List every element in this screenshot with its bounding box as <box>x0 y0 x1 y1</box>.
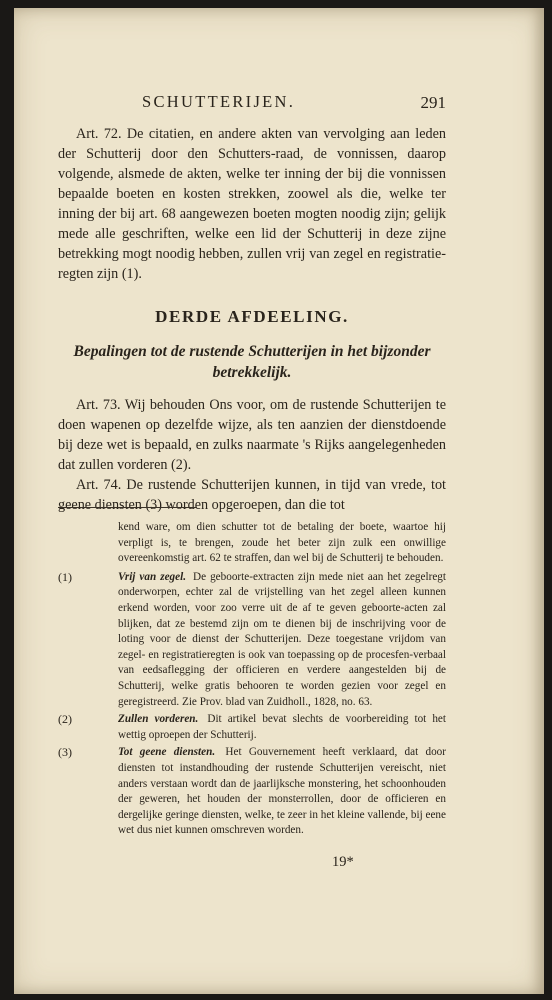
footnote-lead: Zullen vorderen. <box>118 713 199 726</box>
signature-mark: 19* <box>332 854 354 870</box>
page-header <box>142 92 446 112</box>
footnotes <box>58 520 446 841</box>
running-head: SCHUTTERIJEN. <box>142 92 296 111</box>
footnote-2 <box>58 712 446 743</box>
footnote-divider <box>58 507 196 508</box>
section-title: DERDE AFDEELING. <box>155 307 349 326</box>
article-73: Art. 73. Wij behouden Ons voor, om de rustende Schutterijen te doen wapenen op dezelfde wijze, als ten aanzien der dienstdoende bij deze wet is bepaald, en zulks naarmate 's Rijks aangelegenheden dat zullen vorderen (2). <box>58 397 446 473</box>
footnote-1 <box>58 570 446 710</box>
footnote-mark: (3) <box>58 745 72 760</box>
footnote-3 <box>58 745 446 839</box>
section-subtitle: Bepalingen tot de rustende Schutterijen in het bijzonder betrekkelijk. <box>73 343 431 381</box>
book-page <box>14 8 544 994</box>
footnote-text <box>118 745 446 839</box>
footnote-body: De geboorte-extracten zijn mede niet aan het zegelregt onderworpen, echter zal de vrijstelling van het zegel alleen kunnen erkend worden, voor zoo verre uit de af te geven geboorte-acten zal blijken, dat ze bestemd zijn om te dienen bij de inschrijving voor de loting voor de dienst der Schutterijen. Deze toegestane vrijdom van zegel- en registratieregten is ook van toepassing op de procesfen-verbaal van eedsaflegging der officieren en verdere aangestelden bij de Schutterij, welke gratis behooren te worden gezien voor zegel en geregistreerd. Zie Prov. blad van Zuidholl., 1828, no. 63. <box>118 570 446 708</box>
footnote-body: Het Gouvernement heeft verklaard, dat door diensten tot instandhouding der rustende Schutterijen vereischt, niet anders verstaan wordt dan de jaarlijksche monstering, het schoonhouden der geweren, het houden der monsterrollen, door de officieren en dergelijke geringe diensten, welke, te zeer in het kleine vallende, bij eene wet dus niet kunnen omschreven worden. <box>118 746 447 837</box>
footnote-text <box>118 712 446 743</box>
article-72: Art. 72. De citatien, en andere akten van vervolging aan leden der Schutterij door den Schutters-raad, de vonnissen, daarop volgende, alsmede de akten, welke ter inning der bij die vonnissen bepaalde boeten en kosten strekken, zoowel als die, welke ter inning der bij art. 68 aangewezen boeten mogten noodig zijn; gelijk mede alle geschriften, welke een lid der Schutterij in deze zijne betrekking mogt noodig hebben, zullen vrij van zegel en registratie-regten zijn (1). <box>58 126 446 282</box>
footnote-body: Dit artikel bevat slechts de voorbereiding tot het wettig oproepen der Schutterij. <box>118 713 446 741</box>
footnote-mark: (2) <box>58 712 72 727</box>
footnote-mark: (1) <box>58 569 72 584</box>
footnote-text <box>118 570 446 710</box>
footnote-lead: Vrij van zegel. <box>118 570 187 583</box>
article-74: Art. 74. De rustende Schutterijen kunnen, in tijd van vrede, tot geene diensten (3) worden opgeroepen, dan die tot <box>58 477 446 513</box>
main-text <box>58 124 446 515</box>
footnote-continuation: kend ware, om dien schutter tot de betaling der boete, waartoe hij verpligt is, te brengen, zoude het beter zijn zulk een onwillige overeenkomstig art. 62 te straffen, dan wel bij de Schutterij te behouden. <box>118 521 446 565</box>
page-number: 291 <box>420 93 446 112</box>
footnote-lead: Tot geene diensten. <box>118 746 216 759</box>
